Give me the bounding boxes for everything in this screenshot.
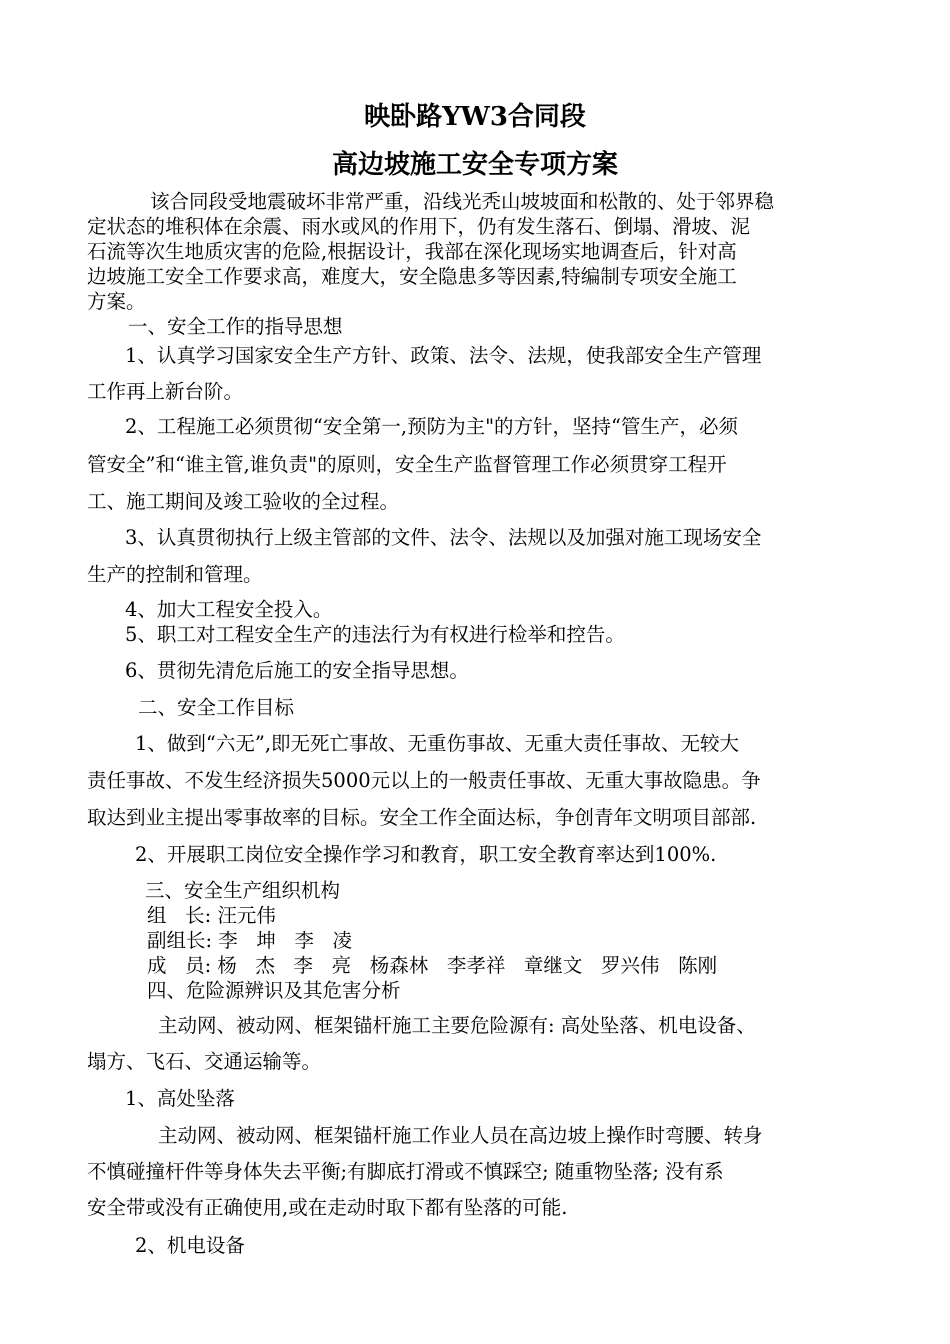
section-heading: 二、安全工作目标: [138, 696, 295, 719]
list-item: 1、做到“六无”,即无死亡事故、无重伤事故、无重大责任事故、无较大: [135, 732, 740, 755]
document-title: 映卧路YW3合同段: [364, 102, 586, 132]
subsection-heading: 1、高处坠落: [125, 1087, 235, 1110]
paragraph-line: 主动网、被动网、框架锚杆施工作业人员在高边坡上操作时弯腰、转身: [158, 1124, 763, 1147]
list-item: 工作再上新台阶。: [87, 380, 244, 403]
list-item: 取达到业主提出零事故率的目标。安全工作全面达标，争创青年文明项目部部.: [87, 806, 757, 829]
org-row-leader: 组 长: 汪元伟: [147, 904, 276, 927]
list-item: 2、开展职工岗位安全操作学习和教育，职工安全教育率达到100%.: [135, 843, 717, 866]
list-item: 6、贯彻先清危后施工的安全指导思想。: [125, 659, 469, 682]
section-heading: 四、危险源辨识及其危害分析: [147, 979, 401, 1002]
paragraph-line: 主动网、被动网、框架锚杆施工主要危险源有: 高处坠落、机电设备、: [158, 1014, 756, 1037]
list-item: 管安全”和“谁主管,谁负责"的原则，安全生产监督管理工作必须贯穿工程开: [87, 453, 727, 476]
list-item: 3、认真贯彻执行上级主管部的文件、法令、法规以及加强对施工现场安全: [125, 526, 762, 549]
list-item: 4、加大工程安全投入。: [125, 598, 333, 621]
section-heading: 三、安全生产组织机构: [145, 879, 341, 902]
paragraph-line: 不慎碰撞杆件等身体失去平衡;有脚底打滑或不慎踩空; 随重物坠落; 没有系: [87, 1160, 724, 1183]
list-item: 1、认真学习国家安全生产方针、政策、法令、法规，使我部安全生产管理: [125, 344, 762, 367]
section-heading: 一、安全工作的指导思想: [128, 315, 343, 338]
list-item: 工、施工期间及竣工验收的全过程。: [87, 490, 400, 513]
org-row-members: 成 员: 杨 杰 李 亮 杨森林 李孝祥 章继文 罗兴伟 陈刚: [147, 954, 718, 977]
paragraph-line: 塌方、飞石、交通运输等。: [87, 1050, 322, 1073]
intro-line: 边坡施工安全工作要求高，难度大，安全隐患多等因素,特编制专项安全施工: [87, 265, 737, 288]
paragraph-line: 安全带或没有正确使用,或在走动时取下都有坠落的可能.: [87, 1196, 568, 1219]
document-subtitle: 高边坡施工安全专项方案: [331, 150, 618, 180]
list-item: 5、职工对工程安全生产的违法行为有权进行检举和控告。: [125, 623, 625, 646]
list-item: 2、工程施工必须贯彻“安全第一,预防为主"的方针，坚持“管生产，必须: [125, 415, 739, 438]
intro-line: 石流等次生地质灾害的危险,根据设计，我部在深化现场实地调查后，针对高: [87, 240, 737, 263]
list-item: 生产的控制和管理。: [87, 563, 263, 586]
intro-line: 定状态的堆积体在余震、雨水或风的作用下，仍有发生落石、倒塌、滑坡、泥: [87, 215, 751, 238]
intro-line: 方案。: [87, 290, 146, 313]
intro-line: 该合同段受地震破坏非常严重，沿线光秃山坡坡面和松散的、处于邻界稳: [150, 190, 775, 213]
subsection-heading: 2、机电设备: [135, 1234, 245, 1257]
org-row-deputy: 副组长: 李 坤 李 凌: [147, 929, 353, 952]
list-item: 责任事故、不发生经济损失5000元以上的一般责任事故、无重大事故隐患。争: [87, 769, 761, 792]
